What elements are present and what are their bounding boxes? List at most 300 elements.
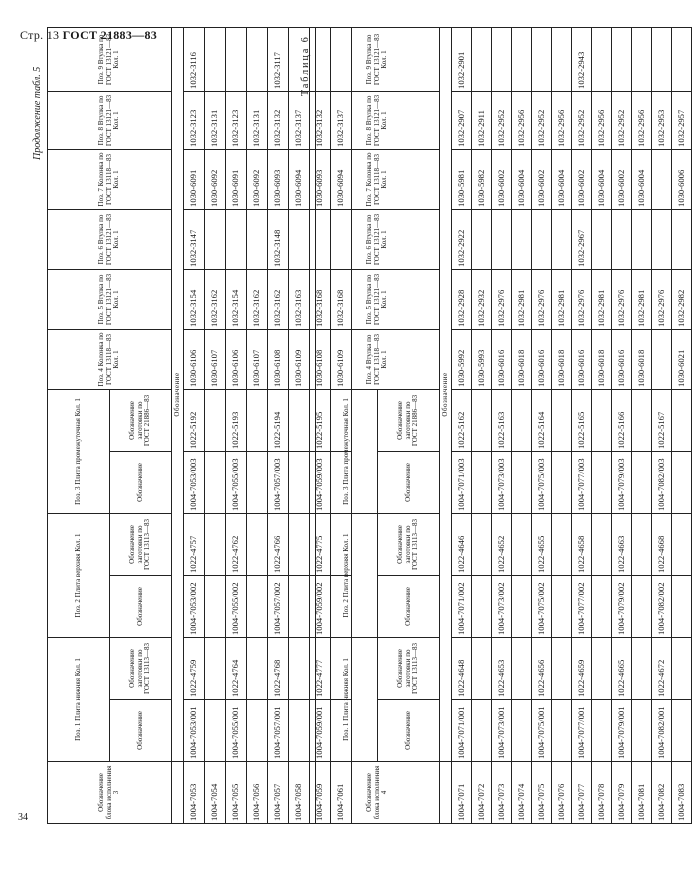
cell: 1030-5981 <box>452 149 472 209</box>
head-pos-7: Поз. 7 Колонка по ГОСТ 13118—83 Кол. 1 <box>316 149 440 209</box>
cell: 1004-7071 <box>452 762 472 824</box>
cell: 1032-3162 <box>268 269 289 329</box>
cell: 1004-7077 <box>572 762 592 824</box>
cell <box>632 637 652 699</box>
cell: 1032-2976 <box>572 269 592 329</box>
designation-subheading: Обозначение <box>440 27 452 761</box>
subhead-p2a: Обозначение <box>378 575 440 637</box>
cell: 1032-3131 <box>247 91 268 149</box>
cell: 1030-6092 <box>205 149 226 209</box>
cell <box>672 575 692 637</box>
subhead-p1a: Обозначение <box>110 700 172 762</box>
subhead-p3a: Обозначение <box>110 451 172 513</box>
cell: 1030-6021 <box>672 329 692 389</box>
table-row <box>552 27 572 823</box>
cell <box>512 513 532 575</box>
cell: 1030-6108 <box>310 329 331 389</box>
cell: 1030-6106 <box>226 329 247 389</box>
cell <box>552 637 572 699</box>
cell <box>552 700 572 762</box>
subhead-p1b: Обозначение заготовки по ГОСТ 13113—83 <box>110 637 172 699</box>
cell: 1022-5194 <box>268 389 289 451</box>
cell: 1004-7082/001 <box>652 700 672 762</box>
cell: 1032-2922 <box>452 209 472 269</box>
cell: 1022-4652 <box>492 513 512 575</box>
head-pos-8: Поз. 8 Втулка по ГОСТ 13121—83 Кол. 1 <box>48 91 172 149</box>
cell: 1004-7075 <box>532 762 552 824</box>
cell <box>532 27 552 91</box>
cell: 1022-5164 <box>532 389 552 451</box>
table-row <box>205 27 226 823</box>
cell <box>205 700 226 762</box>
cell: 1004-7081 <box>632 762 652 824</box>
cell: 1004-7077/001 <box>572 700 592 762</box>
cell: 1022-4759 <box>184 637 205 699</box>
cell: 1004-7071/002 <box>452 575 472 637</box>
cell: 1022-5193 <box>226 389 247 451</box>
table-row <box>247 27 268 823</box>
cell: 1004-7058 <box>289 762 310 824</box>
cell: 1030-6109 <box>289 329 310 389</box>
cell: 1032-3132 <box>268 91 289 149</box>
cell <box>632 389 652 451</box>
head-pos-9: Поз. 9 Втулка по ГОСТ 13121—83 Кол. 1 <box>48 27 172 91</box>
cell: 1032-3137 <box>289 91 310 149</box>
cell <box>552 451 572 513</box>
cell: 1004-7073 <box>492 762 512 824</box>
table-row <box>632 27 652 823</box>
cell: 1022-4655 <box>532 513 552 575</box>
cell: 1030-6002 <box>532 149 552 209</box>
table-row <box>652 27 672 823</box>
cell: 1004-7082 <box>652 762 672 824</box>
cell <box>512 575 532 637</box>
cell: 1022-5167 <box>652 389 672 451</box>
cell: 1004-7075/002 <box>532 575 552 637</box>
cell: 1030-6109 <box>331 329 352 389</box>
cell <box>652 27 672 91</box>
cell: 1022-5195 <box>310 389 331 451</box>
cell <box>532 209 552 269</box>
table-row <box>592 27 612 823</box>
cell <box>512 637 532 699</box>
cell: 1004-7057/003 <box>268 451 289 513</box>
cell: 1030-6004 <box>552 149 572 209</box>
cell: 1032-2952 <box>572 91 592 149</box>
cell: 1004-7077/003 <box>572 451 592 513</box>
cell: 1022-4766 <box>268 513 289 575</box>
col-block-designation: Обозначение блока исполнения 3 <box>48 762 172 824</box>
cell: 1032-2956 <box>512 91 532 149</box>
cell <box>632 209 652 269</box>
cell: 1030-6106 <box>184 329 205 389</box>
cell <box>592 700 612 762</box>
cell: 1032-3123 <box>226 91 247 149</box>
cell: 1022-4648 <box>452 637 472 699</box>
cell <box>652 329 672 389</box>
cell <box>472 451 492 513</box>
cell: 1004-7071/001 <box>452 700 472 762</box>
cell: 1032-3154 <box>226 269 247 329</box>
cell: 1030-6004 <box>512 149 532 209</box>
cell: 1032-3147 <box>184 209 205 269</box>
cell: 1030-6091 <box>226 149 247 209</box>
cell: 1004-7059/003 <box>310 451 331 513</box>
cell <box>205 389 226 451</box>
cell: 1022-4672 <box>652 637 672 699</box>
table-row <box>512 27 532 823</box>
cell: 1030-5982 <box>472 149 492 209</box>
cell <box>552 27 572 91</box>
cell <box>512 700 532 762</box>
cell: 1030-6094 <box>289 149 310 209</box>
cell: 1032-3168 <box>310 269 331 329</box>
cell <box>592 451 612 513</box>
cell: 1032-3148 <box>268 209 289 269</box>
cell <box>672 637 692 699</box>
cell: 1032-2928 <box>452 269 472 329</box>
cell <box>632 513 652 575</box>
cell <box>672 27 692 91</box>
cell <box>512 27 532 91</box>
cell <box>512 451 532 513</box>
head-pos-2: Поз. 2 Плита верхняя Кол. 1 <box>316 513 378 637</box>
cell: 1004-7073/002 <box>492 575 512 637</box>
cell: 1004-7082/003 <box>652 451 672 513</box>
subhead-p1b: Обозначение заготовки по ГОСТ 13113—83 <box>378 637 440 699</box>
cell <box>205 451 226 513</box>
cell: 1032-2901 <box>452 27 472 91</box>
cell: 1032-2956 <box>552 91 572 149</box>
table-6 <box>315 27 692 824</box>
cell <box>247 209 268 269</box>
cell <box>592 209 612 269</box>
cell: 1030-6094 <box>331 149 352 209</box>
cell: 1004-7075/003 <box>532 451 552 513</box>
cell: 1004-7053 <box>184 762 205 824</box>
cell: 1032-2976 <box>652 269 672 329</box>
cell: 1004-7059/002 <box>310 575 331 637</box>
subhead-p3b: Обозначение заготовки по ГОСТ 21886—83 <box>378 389 440 451</box>
cell <box>592 27 612 91</box>
cell <box>552 389 572 451</box>
cell <box>552 513 572 575</box>
table-row <box>289 27 310 823</box>
cell: 1022-4658 <box>572 513 592 575</box>
cell: 1032-2976 <box>532 269 552 329</box>
cell: 1004-7073/001 <box>492 700 512 762</box>
cell <box>289 513 310 575</box>
head-pos-1: Поз. 1 Плита нижняя Кол. 1 <box>48 637 110 761</box>
sub-blank <box>172 762 184 824</box>
cell: 1030-6016 <box>572 329 592 389</box>
cell: 1032-2981 <box>592 269 612 329</box>
cell: 1022-4668 <box>652 513 672 575</box>
cell <box>247 575 268 637</box>
cell: 1004-7079/003 <box>612 451 632 513</box>
rotated-tables-area <box>22 28 686 844</box>
cell <box>472 513 492 575</box>
table-row <box>268 27 289 823</box>
cell: 1032-2952 <box>532 91 552 149</box>
cell: 1022-4663 <box>612 513 632 575</box>
cell <box>289 209 310 269</box>
cell <box>472 575 492 637</box>
cell: 1030-5993 <box>472 329 492 389</box>
col-block-designation: Обозначение блока исполнения 4 <box>316 762 440 824</box>
head-pos-5: Поз. 5 Втулка по ГОСТ 13121—83 Кол. 1 <box>48 269 172 329</box>
cell: 1004-7057 <box>268 762 289 824</box>
cell: 1030-6018 <box>552 329 572 389</box>
cell: 1032-3154 <box>184 269 205 329</box>
cell <box>492 27 512 91</box>
cell: 1004-7073/003 <box>492 451 512 513</box>
cell <box>205 575 226 637</box>
head-pos-7: Поз. 7 Колонка по ГОСТ 13118—83 Кол. 1 <box>48 149 172 209</box>
cell: 1022-4775 <box>310 513 331 575</box>
cell: 1004-7055/001 <box>226 700 247 762</box>
cell <box>247 700 268 762</box>
cell: 1022-4653 <box>492 637 512 699</box>
cell: 1022-4659 <box>572 637 592 699</box>
head-pos-4: Поз. 4 Колонка по ГОСТ 13118—83 Кол. 1 <box>48 329 172 389</box>
table-5 <box>47 27 352 824</box>
cell: 1004-7055 <box>226 762 247 824</box>
cell: 1032-2907 <box>452 91 472 149</box>
cell <box>512 209 532 269</box>
cell <box>472 27 492 91</box>
cell: 1004-7072 <box>472 762 492 824</box>
cell: 1004-7061 <box>331 762 352 824</box>
cell <box>289 451 310 513</box>
cell <box>652 209 672 269</box>
cell: 1030-6004 <box>592 149 612 209</box>
cell: 1032-3163 <box>289 269 310 329</box>
table-row <box>492 27 512 823</box>
cell: 1004-7071/003 <box>452 451 472 513</box>
cell: 1032-3117 <box>268 27 289 91</box>
continuation-caption: Продолжение табл. 5 <box>32 66 43 160</box>
cell <box>632 451 652 513</box>
head-pos-8: Поз. 8 Втулка по ГОСТ 13121—83 Кол. 1 <box>316 91 440 149</box>
cell <box>289 575 310 637</box>
cell <box>492 209 512 269</box>
cell: 1032-2952 <box>492 91 512 149</box>
subhead-p3a: Обозначение <box>378 451 440 513</box>
cell <box>226 209 247 269</box>
table-row <box>532 27 552 823</box>
cell: 1022-4757 <box>184 513 205 575</box>
cell: 1030-6006 <box>672 149 692 209</box>
cell: 1022-4656 <box>532 637 552 699</box>
cell: 1004-7075/001 <box>532 700 552 762</box>
cell <box>592 575 612 637</box>
cell: 1032-3116 <box>184 27 205 91</box>
cell: 1004-7074 <box>512 762 532 824</box>
cell <box>652 149 672 209</box>
cell: 1004-7082/002 <box>652 575 672 637</box>
cell: 1022-4646 <box>452 513 472 575</box>
cell <box>632 27 652 91</box>
header-gost: ГОСТ <box>62 28 98 42</box>
head-pos-5: Поз. 5 Втулка по ГОСТ 13121—83 Кол. 1 <box>316 269 440 329</box>
cell <box>472 209 492 269</box>
cell: 1032-2976 <box>612 269 632 329</box>
header-standard-number: 21883—83 <box>100 28 158 42</box>
cell: 1032-2956 <box>632 91 652 149</box>
cell: 1032-2982 <box>672 269 692 329</box>
cell: 1004-7055/002 <box>226 575 247 637</box>
cell: 1004-7059/001 <box>310 700 331 762</box>
cell: 1004-7079/002 <box>612 575 632 637</box>
cell: 1004-7057/002 <box>268 575 289 637</box>
cell <box>672 451 692 513</box>
cell: 1004-7055/003 <box>226 451 247 513</box>
cell: 1004-7054 <box>205 762 226 824</box>
cell: 1032-2943 <box>572 27 592 91</box>
cell <box>205 637 226 699</box>
cell <box>289 700 310 762</box>
cell: 1004-7078 <box>592 762 612 824</box>
cell: 1022-4777 <box>310 637 331 699</box>
cell: 1022-5166 <box>612 389 632 451</box>
cell: 1032-2911 <box>472 91 492 149</box>
cell: 1030-6092 <box>247 149 268 209</box>
cell: 1032-3131 <box>205 91 226 149</box>
cell: 1004-7059 <box>310 762 331 824</box>
head-pos-1: Поз. 1 Плита нижняя Кол. 1 <box>316 637 378 761</box>
table-row <box>672 27 692 823</box>
cell: 1030-6018 <box>592 329 612 389</box>
cell <box>247 637 268 699</box>
cell: 1022-5163 <box>492 389 512 451</box>
cell: 1022-5162 <box>452 389 472 451</box>
page-number: 34 <box>18 812 28 823</box>
cell: 1032-2976 <box>492 269 512 329</box>
head-pos-3: Поз. 3 Плита промежуточная Кол. 1 <box>48 389 110 513</box>
sub-blank <box>440 762 452 824</box>
cell <box>592 637 612 699</box>
cell: 1032-3132 <box>310 91 331 149</box>
table-row <box>612 27 632 823</box>
table-6-caption: Таблица 6 <box>300 35 311 96</box>
cell: 1032-3168 <box>331 269 352 329</box>
cell: 1030-6107 <box>205 329 226 389</box>
cell: 1032-2953 <box>652 91 672 149</box>
head-pos-4: Поз. 4 Втулка по ГОСТ 13118—83 Кол. 1 <box>316 329 440 389</box>
cell: 1032-2932 <box>472 269 492 329</box>
cell <box>632 575 652 637</box>
cell: 1004-7083 <box>672 762 692 824</box>
cell <box>247 389 268 451</box>
cell: 1022-5192 <box>184 389 205 451</box>
cell <box>552 209 572 269</box>
cell <box>592 513 612 575</box>
cell <box>632 700 652 762</box>
cell <box>592 389 612 451</box>
head-pos-6: Поз. 6 Втулка по ГОСТ 13121—83 Кол. 1 <box>48 209 172 269</box>
cell <box>226 27 247 91</box>
cell <box>205 513 226 575</box>
cell: 1030-6018 <box>632 329 652 389</box>
head-pos-9: Поз. 9 Втулка по ГОСТ 13121—83 Кол. 1 <box>316 27 440 91</box>
cell <box>247 513 268 575</box>
header-page-label: Стр. 13 <box>20 28 60 42</box>
cell: 1032-3162 <box>205 269 226 329</box>
head-pos-3: Поз. 3 Плита промежуточная Кол. 1 <box>316 389 378 513</box>
cell: 1030-6002 <box>572 149 592 209</box>
cell: 1030-6107 <box>247 329 268 389</box>
cell: 1032-2967 <box>572 209 592 269</box>
cell: 1004-7077/002 <box>572 575 592 637</box>
cell: 1030-6091 <box>184 149 205 209</box>
cell: 1022-4764 <box>226 637 247 699</box>
cell: 1030-6018 <box>512 329 532 389</box>
cell: 1030-6004 <box>632 149 652 209</box>
cell: 1030-6016 <box>492 329 512 389</box>
subhead-p1a: Обозначение <box>378 700 440 762</box>
cell: 1032-2981 <box>552 269 572 329</box>
head-pos-2: Поз. 2 Плита верхняя Кол. 1 <box>48 513 110 637</box>
cell: 1004-7053/001 <box>184 700 205 762</box>
cell: 1004-7076 <box>552 762 572 824</box>
cell <box>612 27 632 91</box>
cell <box>472 700 492 762</box>
cell: 1004-7053/002 <box>184 575 205 637</box>
cell <box>512 389 532 451</box>
designation-subheading: Обозначение <box>172 27 184 761</box>
cell: 1004-7079/001 <box>612 700 632 762</box>
cell: 1032-2952 <box>612 91 632 149</box>
cell <box>472 389 492 451</box>
cell <box>612 209 632 269</box>
table-row <box>572 27 592 823</box>
cell: 1022-4665 <box>612 637 632 699</box>
cell: 1030-6093 <box>310 149 331 209</box>
cell: 1032-2981 <box>512 269 532 329</box>
cell: 1030-6093 <box>268 149 289 209</box>
cell: 1022-4768 <box>268 637 289 699</box>
cell: 1030-6016 <box>532 329 552 389</box>
head-pos-6: Поз. 6 Втулка по ГОСТ 13121—83 Кол. 1 <box>316 209 440 269</box>
cell: 1032-2957 <box>672 91 692 149</box>
cell <box>247 451 268 513</box>
cell <box>205 209 226 269</box>
cell: 1030-5992 <box>452 329 472 389</box>
cell <box>552 575 572 637</box>
subhead-p2b: Обозначение заготовки по ГОСТ 13113—83 <box>378 513 440 575</box>
cell <box>672 700 692 762</box>
cell: 1030-6108 <box>268 329 289 389</box>
cell: 1004-7057/001 <box>268 700 289 762</box>
cell: 1004-7056 <box>247 762 268 824</box>
cell <box>289 389 310 451</box>
cell: 1004-7053/003 <box>184 451 205 513</box>
cell <box>472 637 492 699</box>
cell: 1032-2981 <box>632 269 652 329</box>
cell: 1022-5165 <box>572 389 592 451</box>
cell <box>247 27 268 91</box>
table-row <box>226 27 247 823</box>
table-row <box>452 27 472 823</box>
cell: 1030-6016 <box>612 329 632 389</box>
subhead-p3b: Обозначение заготовки по ГОСТ 21886—83 <box>110 389 172 451</box>
cell: 1032-2956 <box>592 91 612 149</box>
table-row <box>184 27 205 823</box>
cell <box>672 389 692 451</box>
cell: 1030-6002 <box>612 149 632 209</box>
cell <box>672 209 692 269</box>
